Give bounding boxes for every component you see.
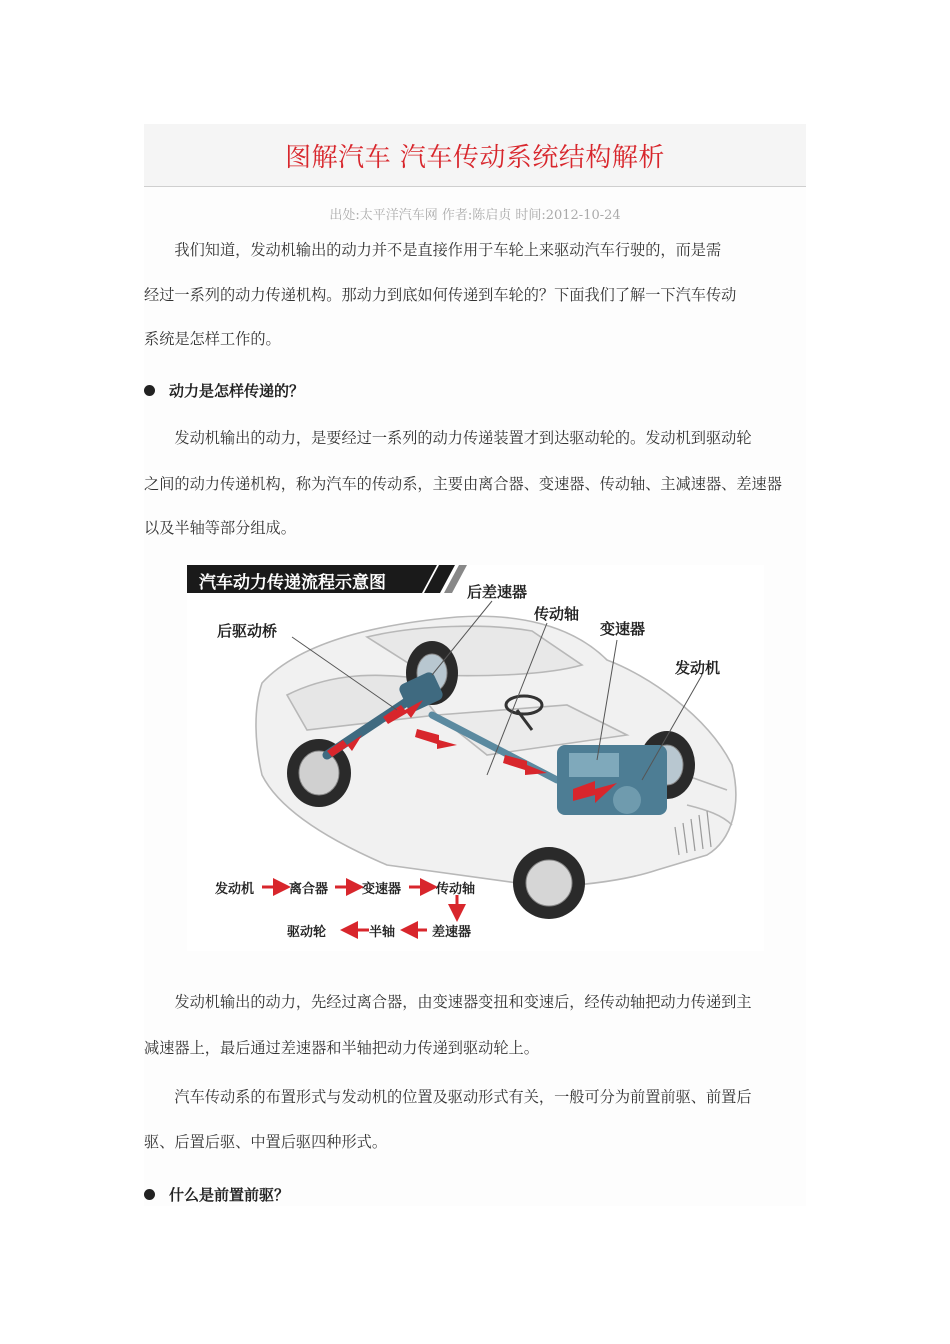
section1-line-2: 之间的动力传递机构，称为汽车的传动系，主要由离合器、变速器、传动轴、主减速器、差速器: [144, 475, 782, 493]
section1-after-line-1: 发动机输出的动力，先经过离合器，由变速器变扭和变速后，经传动轴把动力传递到主: [144, 993, 752, 1011]
article: [144, 124, 806, 1206]
power-flow-figure: [187, 565, 764, 951]
section1-line-3: 以及半轴等部分组成。: [144, 519, 296, 537]
intro-line-2: 经过一系列的动力传递机构。那动力到底如何传递到车轮的？下面我们了解一下汽车传动: [144, 286, 737, 304]
intro-line-3: 系统是怎样工作的。: [144, 330, 281, 348]
front-left-wheel: [513, 847, 585, 919]
label-engine: 发动机: [675, 659, 721, 677]
flow-engine: 发动机: [215, 882, 255, 897]
section1-heading-text: 动力是怎样传递的？: [169, 382, 305, 400]
layout-line-1: 汽车传动系的布置形式与发动机的位置及驱动形式有关，一般可分为前置前驱、前置后: [144, 1088, 752, 1106]
flow-drive-wheel: 驱动轮: [287, 925, 327, 940]
flow-differential: 差速器: [432, 925, 472, 940]
flow-gearbox: 变速器: [362, 882, 402, 897]
article-meta: 出处:太平洋汽车网 作者:陈启贞 时间:2012-10-24: [329, 208, 621, 223]
intro-line-1: 我们知道，发动机输出的动力并不是直接作用于车轮上来驱动汽车行驶的，而是需: [144, 241, 722, 259]
figure-title: 汽车动力传递流程示意图: [199, 573, 386, 593]
label-driveshaft: 传动轴: [534, 605, 580, 623]
bullet-icon: [144, 1189, 155, 1200]
section2-heading-text: 什么是前置前驱？: [169, 1186, 290, 1204]
section1-heading: [144, 380, 304, 401]
flow-driveshaft: 传动轴: [436, 882, 476, 897]
section2-heading: [144, 1184, 289, 1205]
bullet-icon: [144, 385, 155, 396]
section1-line-1: 发动机输出的动力，是要经过一系列的动力传递装置才到达驱动轮的。发动机到驱动轮: [144, 429, 752, 447]
label-gearbox: 变速器: [600, 620, 646, 638]
layout-line-2: 驱、后置后驱、中置后驱四种形式。: [144, 1133, 387, 1151]
label-rear-drive-axle: 后驱动桥: [217, 622, 278, 640]
title-bar: [144, 124, 806, 187]
label-rear-differential: 后差速器: [467, 583, 528, 601]
flow-half-shaft: 半轴: [369, 925, 396, 940]
section1-after-line-2: 减速器上，最后通过差速器和半轴把动力传递到驱动轮上。: [144, 1039, 539, 1057]
article-title: 图解汽车 汽车传动系统结构解析: [285, 142, 665, 173]
flow-clutch: 离合器: [289, 882, 329, 897]
